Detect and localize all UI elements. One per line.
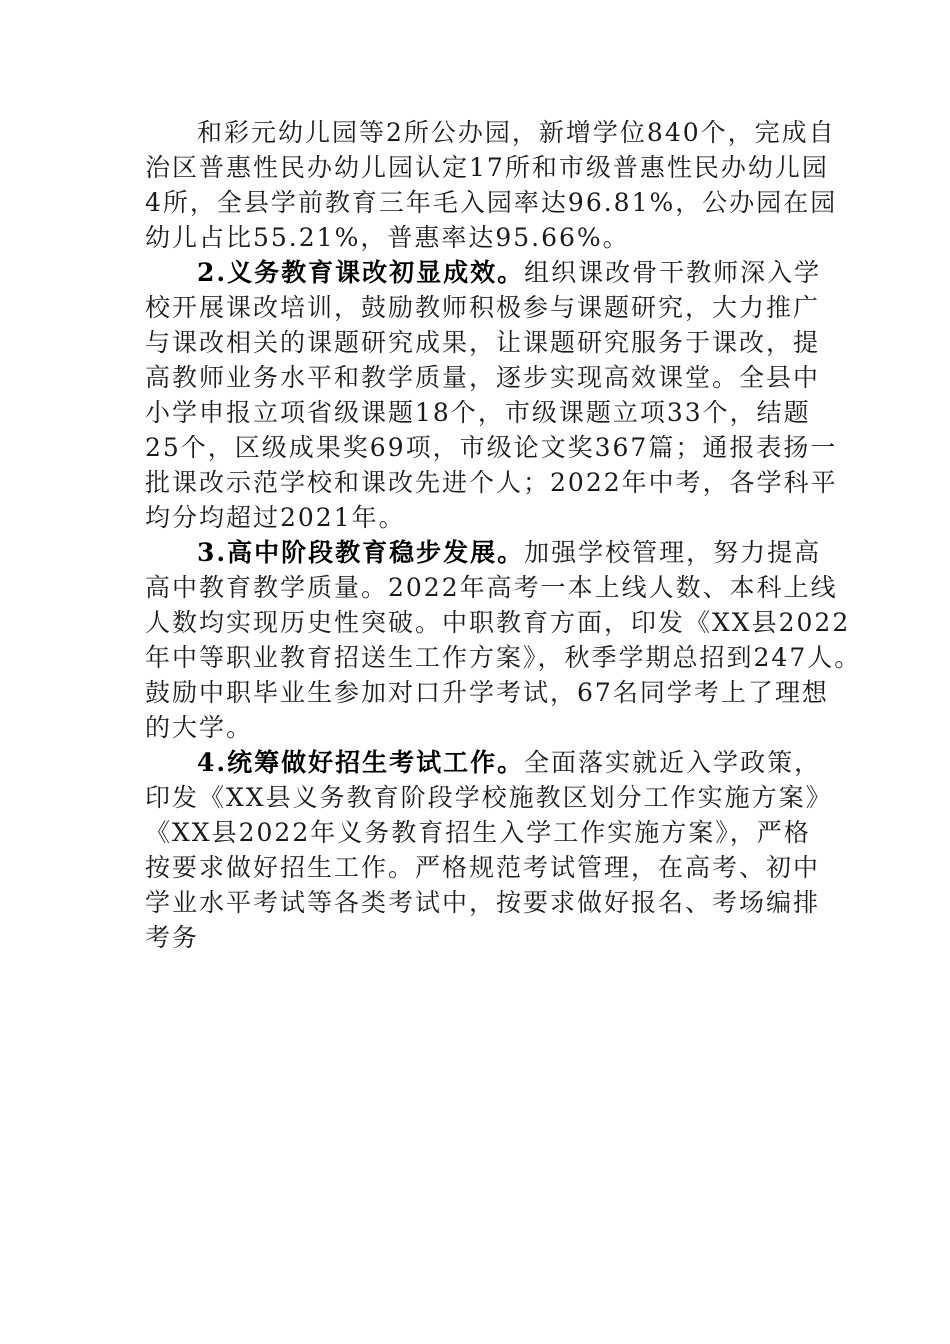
section-heading: 4.统筹做好招生考试工作。 <box>197 748 525 777</box>
text-line: 高教师业务水平和教学质量，逐步实现高效课堂。全县中 <box>145 363 821 392</box>
text-line: 4所，全县学前教育三年毛入园率达96.81%，公办园在园 <box>145 188 838 217</box>
paragraph-preschool <box>145 115 838 255</box>
text-line: 学业水平考试等各类考试中，按要求做好报名、考场编排 <box>145 888 821 917</box>
text-line: 的大学。 <box>145 713 254 742</box>
text-fragment: 全面落实就近入学政策， <box>524 748 822 777</box>
text-line: 印发《XX县义务教育阶段学校施教区划分工作实施方案》 <box>145 783 833 812</box>
text-line: 治区普惠性民办幼儿园认定17所和市级普惠性民办幼儿园 <box>145 153 829 182</box>
text-line: 校开展课改培训，鼓励教师积极参与课题研究，大力推广 <box>145 293 821 322</box>
text-line: 与课改相关的课题研究成果，让课题研究服务于课改，提 <box>145 328 821 357</box>
text-line: 人数均实现历史性突破。中职教育方面，印发《XX县2022 <box>145 608 851 637</box>
text-line: 小学申报立项省级课题18个，市级课题立项33个，结题 <box>145 398 811 427</box>
text-line <box>145 535 822 570</box>
text-fragment: 加强学校管理，努力提高 <box>524 538 822 567</box>
paragraph-high-school <box>145 535 862 745</box>
paragraph-compulsory-education <box>145 255 838 535</box>
text-line: 按要求做好招生工作。严格规范考试管理，在高考、初中 <box>145 853 821 882</box>
text-line: 均分均超过2021年。 <box>145 503 406 532</box>
text-line: 幼儿占比55.21%，普惠率达95.66%。 <box>145 223 630 252</box>
text-fragment: 组织课改骨干教师深入学 <box>524 258 822 287</box>
text-line <box>145 255 822 290</box>
text-line: 年中等职业教育招送生工作方案》，秋季学期总招到247人。 <box>145 643 862 672</box>
text-line <box>145 745 822 780</box>
document-body <box>145 115 862 955</box>
text-line: 考务 <box>145 923 200 952</box>
text-line: 和彩元幼儿园等2所公办园，新增学位840个，完成自 <box>197 118 836 147</box>
text-line: 批课改示范学校和课改先进个人；2022年中考，各学科平 <box>145 468 838 497</box>
section-heading: 2.义务教育课改初显成效。 <box>197 258 525 287</box>
text-line: 25个，区级成果奖69项，市级论文奖367篇；通报表扬一 <box>145 433 838 462</box>
text-line: 《XX县2022年义务教育招生入学工作实施方案》，严格 <box>145 818 811 847</box>
text-line: 鼓励中职毕业生参加对口升学考试，67名同学考上了理想 <box>145 678 829 707</box>
text-line: 高中教育教学质量。2022年高考一本上线人数、本科上线 <box>145 573 838 602</box>
section-heading: 3.高中阶段教育稳步发展。 <box>197 538 525 567</box>
paragraph-enrollment-exams <box>145 745 833 955</box>
